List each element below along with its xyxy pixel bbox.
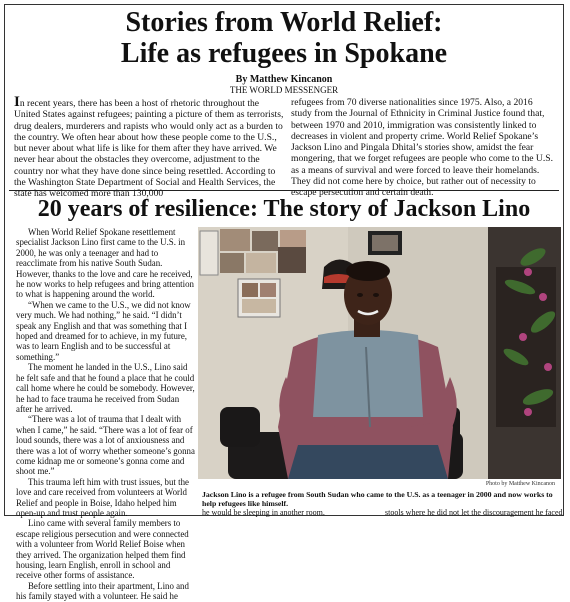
dropcap: I [14, 94, 20, 110]
body-paragraph: The moment he landed in the U.S., Lino said he felt safe and that he found a place that he could call home where he could be somebody. However, he had to face trauma he received from Sudan after he arrived. [16, 362, 195, 414]
body-paragraph: “There was a lot of trauma that I dealt with when I came,” he said. “There was a lot of fear of loud sounds, there was a lot of anxiousness and there was a lot of worry whether someone’s gonna come kidnap me or someone’s gonna come and shoot me.” [16, 414, 195, 477]
body-paragraph: When World Relief Spokane resettlement specialist Jackson Lino first came to the U.S. in 2000, he was only a teenager and had to reacclimate from his native South Sudan. However, thanks to the love and care he received, he now works to help refugees and bring attention to what is happening around the world. [16, 227, 194, 300]
photo-illustration [198, 227, 561, 479]
photo-caption: Jackson Lino is a refugee from South Sudan who came to the U.S. as a teenager in 2000 and now works to help refugees like himself. [202, 490, 553, 508]
article-photo [198, 227, 561, 479]
newspaper-page [4, 4, 564, 602]
body-paragraph: “When we came to the U.S., we did not know very much. We had nothing,” he said. “I didn’t speak any English and that was something that I hoped and dreamed for to achieve, in my future, was to learn English and to be successful at something.” [16, 299, 191, 362]
byline: By Matthew Kincanon [235, 74, 333, 85]
publication-name: THE WORLD MESSENGER [229, 85, 339, 95]
body-paragraph: This trauma left him with trust issues, but the love and care received from volunteers at World Relief and people in Boise, Idaho helped him open-up and trust people again. [16, 476, 189, 518]
body-paragraph: Lino came with several family members to escape religious persecution and were connected with a volunteer from World Relief Boise when they arrived. The organization helped them find housing, learn English, enroll in school and receive other forms of assistance. [16, 518, 189, 581]
article-body-column [16, 227, 196, 602]
continuation-text-a: he would be sleeping in another room. [202, 508, 325, 517]
intro-right-column: refugees from 70 diverse nationalities since 1975. Also, a 2016 study from the Journal of Ethnicity in Criminal Justice found that, between 1970 and 2010, immigration was consistently linked to decreases in violent and property crime. World Relief Spokane’s Jackson Lino and Pingala Dhital’s stories show, amidst the fear mongering, that we forget refugees are people who come to the U.S. as a means of survival and were forced to leave their homelands. They did not come here by choice, but rather out of necessity to escape persecution and certain death. [291, 97, 553, 199]
section-divider [9, 190, 559, 191]
continuation-text-b: stools where he did not let the discouragement he faced [385, 508, 563, 517]
intro-left-text: n recent years, there has been a host of rhetoric throughout the United States against refugees; painting a picture of them as terrorists, drug dealers, murderers and rapists who would only act as a burden to the country. We often hear about how these people come to the U.S., but never about what life is like for them after they have arrived. We never hear about the obstacles they overcome, adjustment to the country nor what they have done since being resettled. According to the Washington State Department of Social and Health Services, the state has welcomed more than 130,000 [14, 98, 284, 200]
section-title: 20 years of resilience: The story of Jackson Lino [37, 196, 531, 222]
body-paragraph: Before settling into their apartment, Lino and his family stayed with a volunteer. He said he [16, 580, 189, 602]
headline-line-2: Life as refugees in Spokane [120, 38, 448, 69]
intro-left-column [14, 94, 284, 200]
photo-credit: Photo by Matthew Kincanon [485, 481, 555, 487]
headline-line-1: Stories from World Relief: [125, 7, 443, 38]
